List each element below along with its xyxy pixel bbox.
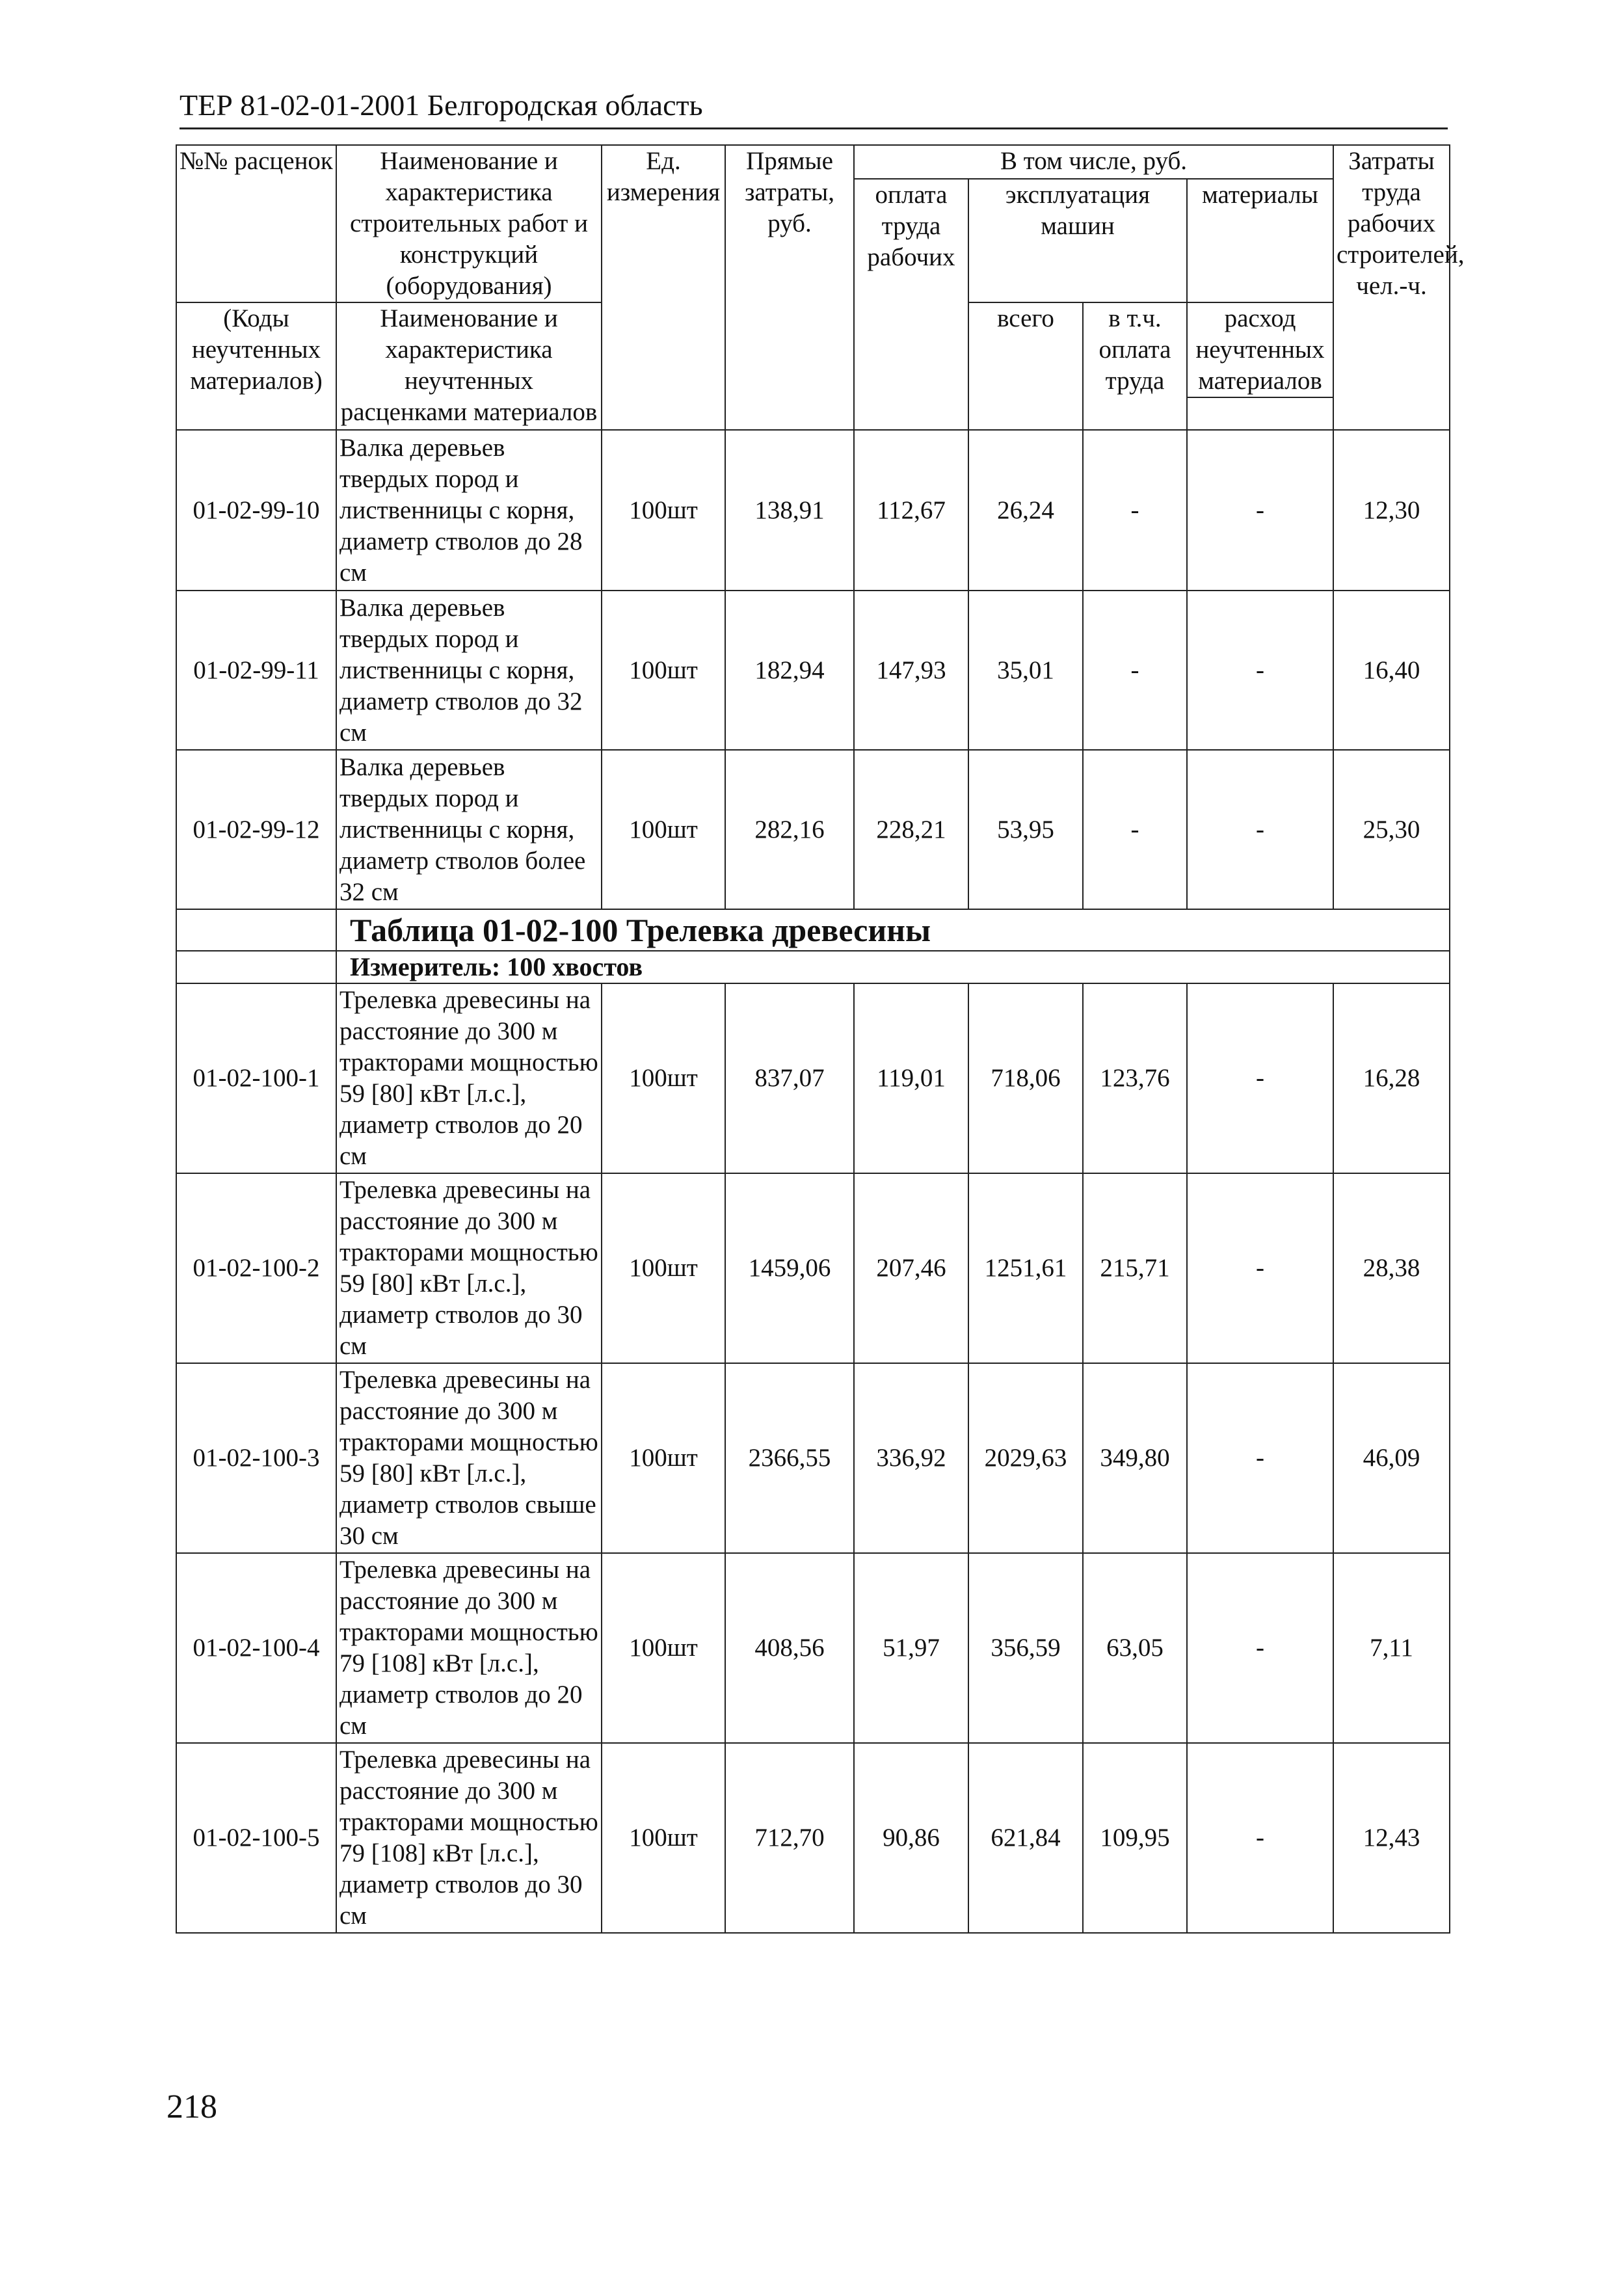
rate-unit: 100шт [602,983,725,1173]
table-row [176,1173,1450,1363]
table-row [176,983,1450,1173]
rate-machines: 26,24 [968,430,1083,591]
rate-labor-pay: 228,21 [854,750,968,909]
rate-name: Валка деревьев твердых пород и лиственницы с корня, диаметр стволов более 32 см [336,750,602,909]
rate-machines: 2029,63 [968,1363,1083,1553]
header-row-1 [176,145,1450,179]
section-title-row [176,909,1450,951]
rate-direct: 712,70 [725,1743,854,1933]
rate-name: Валка деревьев твердых пород и лиственницы с корня, диаметр стволов до 28 см [336,430,602,591]
rate-materials: - [1187,750,1333,909]
rate-materials: - [1187,1173,1333,1363]
rate-materials: - [1187,1553,1333,1743]
col-direct-header: Прямые затраты, руб. [725,145,854,430]
rate-machines: 53,95 [968,750,1083,909]
rate-direct: 408,56 [725,1553,854,1743]
rate-labor: 12,43 [1333,1743,1450,1933]
col-including-header: В том числе, руб. [854,145,1333,179]
sub-total-header: всего [968,302,1083,430]
table-row [176,1743,1450,1933]
rate-code: 01-02-100-5 [176,1743,336,1933]
header-empty-cell [1187,397,1333,430]
rate-name: Трелевка древесины на расстояние до 300 м тракторами мощностью 59 [80] кВт [л.с.], диаметр стволов свыше 30 см [336,1363,602,1553]
rate-code: 01-02-100-2 [176,1173,336,1363]
rate-direct: 2366,55 [725,1363,854,1553]
section-unit-row [176,951,1450,983]
rate-unit: 100шт [602,1743,725,1933]
rate-machines-pay: 63,05 [1083,1553,1187,1743]
rate-direct: 182,94 [725,591,854,750]
rate-labor-pay: 51,97 [854,1553,968,1743]
rate-materials: - [1187,1743,1333,1933]
sub-name-header: Наименование и характеристика неучтенных расценками материалов [336,302,602,430]
rate-materials: - [1187,1363,1333,1553]
col-machines-header: эксплуатация машин [968,179,1187,302]
rate-labor: 12,30 [1333,430,1450,591]
sub-code-header: (Коды неучтенных материалов) [176,302,336,430]
page-header: ТЕР 81-02-01-2001 Белгородская область [180,86,1448,129]
rate-name: Трелевка древесины на расстояние до 300 м тракторами мощностью 79 [108] кВт [л.с.], диаметр стволов до 30 см [336,1743,602,1933]
rate-materials: - [1187,430,1333,591]
rate-machines: 1251,61 [968,1173,1083,1363]
table-row [176,1553,1450,1743]
rate-unit: 100шт [602,1173,725,1363]
rate-name: Трелевка древесины на расстояние до 300 м тракторами мощностью 59 [80] кВт [л.с.], диаметр стволов до 30 см [336,1173,602,1363]
rate-materials: - [1187,983,1333,1173]
sub-incl-pay-header: в т.ч. оплата труда [1083,302,1187,430]
rate-materials: - [1187,591,1333,750]
rate-machines: 718,06 [968,983,1083,1173]
table-row [176,750,1450,909]
rate-code: 01-02-100-1 [176,983,336,1173]
rate-unit: 100шт [602,430,725,591]
table-row [176,1363,1450,1553]
section-unit-spacer [176,951,336,983]
rate-machines: 35,01 [968,591,1083,750]
rate-name: Трелевка древесины на расстояние до 300 м тракторами мощностью 59 [80] кВт [л.с.], диаметр стволов до 20 см [336,983,602,1173]
rate-code: 01-02-100-4 [176,1553,336,1743]
section-title-spacer [176,909,336,951]
col-name-header: Наименование и характеристика строительных работ и конструкций (оборудования) [336,145,602,302]
rate-machines-pay: - [1083,430,1187,591]
rate-direct: 282,16 [725,750,854,909]
rate-labor-pay: 112,67 [854,430,968,591]
sub-uncounted-header: расход неучтенных материалов [1187,302,1333,397]
rate-machines-pay: 215,71 [1083,1173,1187,1363]
rate-labor-pay: 207,46 [854,1173,968,1363]
rate-machines-pay: 123,76 [1083,983,1187,1173]
rate-unit: 100шт [602,1553,725,1743]
rate-labor: 7,11 [1333,1553,1450,1743]
col-labor-pay-header: оплата труда рабочих [854,179,968,430]
rate-machines-pay: 349,80 [1083,1363,1187,1553]
rate-code: 01-02-99-12 [176,750,336,909]
rate-labor: 16,28 [1333,983,1450,1173]
rate-labor-pay: 119,01 [854,983,968,1173]
rate-code: 01-02-100-3 [176,1363,336,1553]
rate-labor: 16,40 [1333,591,1450,750]
rate-machines: 621,84 [968,1743,1083,1933]
rate-direct: 138,91 [725,430,854,591]
page-number: 218 [166,2088,217,2125]
col-code-header: №№ расценок [176,145,336,302]
rate-machines: 356,59 [968,1553,1083,1743]
rate-unit: 100шт [602,750,725,909]
section-unit: Измеритель: 100 хвостов [336,951,1450,983]
rate-name: Валка деревьев твердых пород и лиственницы с корня, диаметр стволов до 32 см [336,591,602,750]
rate-code: 01-02-99-11 [176,591,336,750]
rate-labor-pay: 147,93 [854,591,968,750]
rates-table [176,144,1465,1934]
rate-machines-pay: - [1083,750,1187,909]
col-materials-header: материалы [1187,179,1333,302]
table-row [176,591,1450,750]
section-title: Таблица 01-02-100 Трелевка древесины [336,909,1450,951]
rate-unit: 100шт [602,591,725,750]
rate-direct: 837,07 [725,983,854,1173]
rate-machines-pay: 109,95 [1083,1743,1187,1933]
col-labor-cost-header: Затраты труда рабочих строителей, чел.-ч. [1333,145,1450,430]
rate-direct: 1459,06 [725,1173,854,1363]
col-unit-header: Ед. измерения [602,145,725,430]
rate-labor: 25,30 [1333,750,1450,909]
rate-unit: 100шт [602,1363,725,1553]
table-row [176,430,1450,591]
rate-machines-pay: - [1083,591,1187,750]
rate-labor-pay: 336,92 [854,1363,968,1553]
rate-code: 01-02-99-10 [176,430,336,591]
rate-name: Трелевка древесины на расстояние до 300 м тракторами мощностью 79 [108] кВт [л.с.], диаметр стволов до 20 см [336,1553,602,1743]
rate-labor-pay: 90,86 [854,1743,968,1933]
rate-labor: 46,09 [1333,1363,1450,1553]
rate-labor: 28,38 [1333,1173,1450,1363]
